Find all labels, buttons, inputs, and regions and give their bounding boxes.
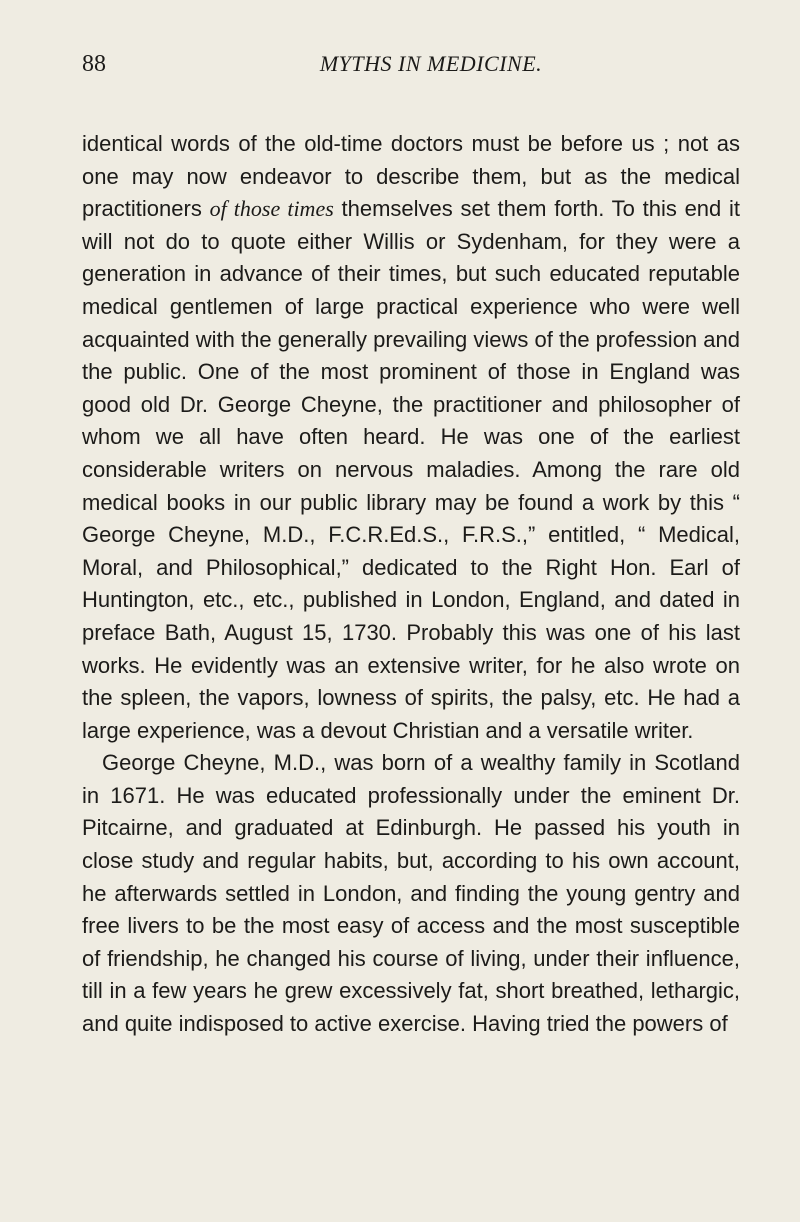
paragraph-1 (82, 128, 740, 747)
running-head (82, 44, 740, 84)
paragraph-1-text-a: identical words of the old-time doctors must be before us ; not as one may now endeavor to describe them, but as the medical practitioners (82, 131, 740, 222)
body-text (82, 128, 740, 1041)
paragraph-1-text-b: themselves set them forth. To this end it will not do to quote either Willis or Sydenham, for they were a generation in advance of their times, but such educated reputable medical gentlemen of large practical experience who were well acquainted with the generally prevailing views of the profession and the public. One of the most prominent of those in England was good old Dr. George Cheyne, the practitioner and philosopher of whom we all have often heard. He was one of the earliest considerable writers on nervous maladies. Among the rare old medical books in our public library may be found a work by this “ George Cheyne, M.D., F.C.R.Ed.S., F.R.S.,” entitled, “ Medical, Moral, and Philosophical,” dedicated to the Right Hon. Earl of Huntington, etc., etc., published in London, England, and dated in preface Bath, August 15, 1730. Probably this was one of his last works. He evidently was an extensive writer, for he also wrote on the spleen, the vapors, lowness of spirits, the palsy, etc. He had a large experience, was a devout Christian and a versatile writer. (82, 196, 740, 743)
running-title: MYTHS IN MEDICINE. (319, 51, 543, 76)
page-number: 88 (82, 51, 106, 77)
paragraph-1-italic-phrase: of those times (209, 196, 334, 222)
paragraph-2: George Cheyne, M.D., was born of a wealthy family in Scotland in 1671. He was educated professionally under the eminent Dr. Pitcairne, and graduated at Edinburgh. He passed his youth in close study and regular habits, but, according to his own account, he afterwards settled in London, and finding the young gentry and free livers to be the most easy of access and the most susceptible of friendship, he changed his course of living, under their influence, till in a few years he grew excessively fat, short breathed, lethargic, and quite indisposed to active exercise. Having tried the powers of (82, 750, 740, 1037)
